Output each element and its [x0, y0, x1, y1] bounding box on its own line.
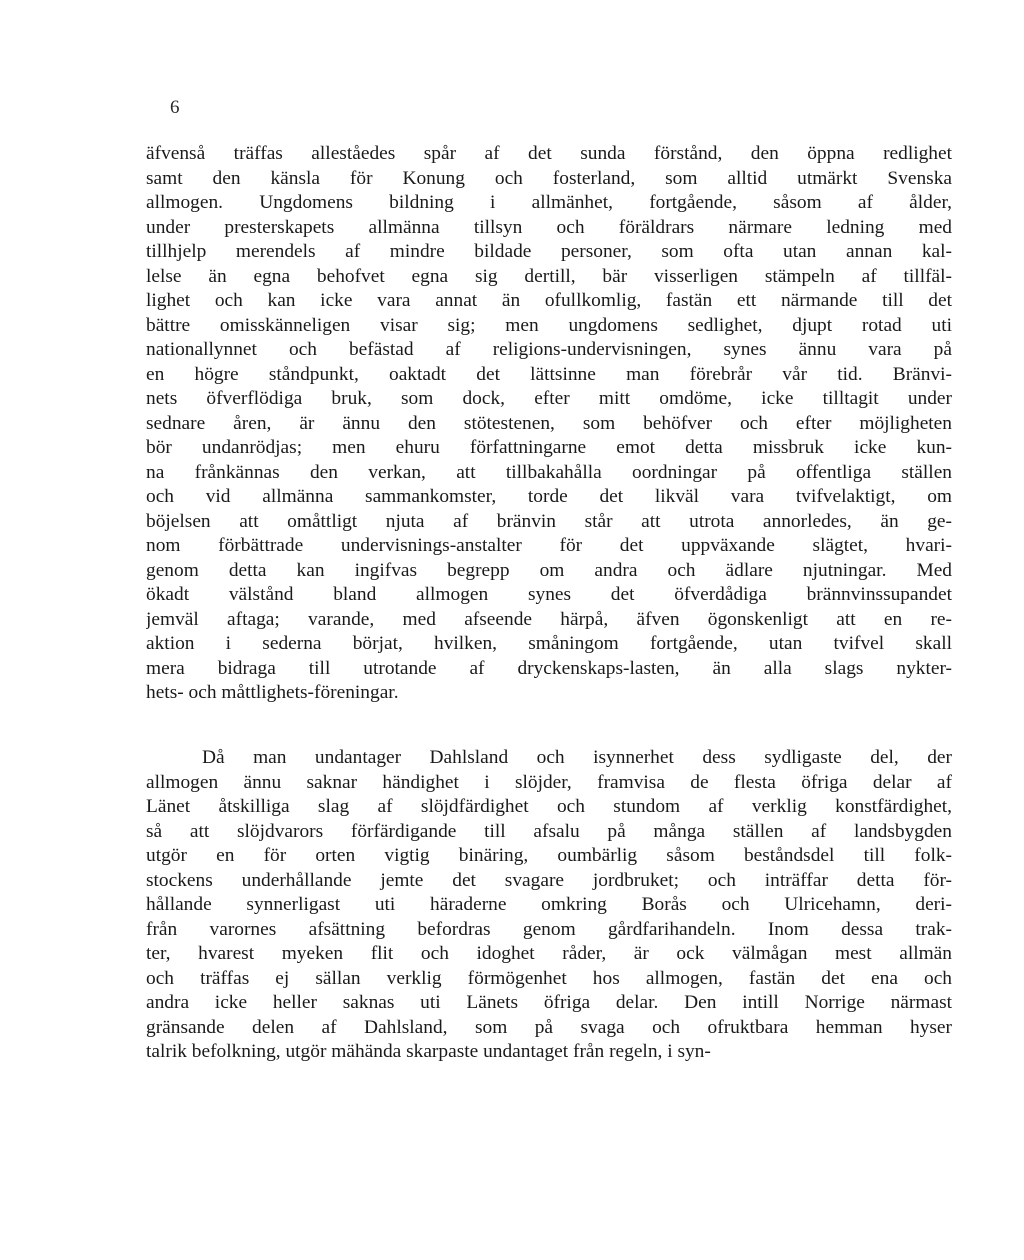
text-line: talrik befolkning, utgör mähända skarpaste undantaget från regeln, i syn- [146, 1041, 711, 1062]
text-line: från varornes afsättning befordras genom gårdfarihandeln. Inom dessa trak- [146, 918, 952, 940]
text-line: Då man undantager Dahlsland och isynnerhet dess sydligaste del, der [202, 747, 952, 768]
text-line: böjelsen att omåttligt njuta af bränvin står att utrota annorledes, än ge- [146, 510, 952, 532]
text-line: jemväl aftaga; varande, med afseende härpå, äfven ögonskenligt att en re- [146, 608, 952, 630]
text-line: genom detta kan ingifvas begrepp om andra och ädlare njutningar. Med [146, 559, 952, 581]
text-line: nom förbättrade undervisnings-anstalter för det uppväxande slägtet, hvari- [146, 535, 952, 556]
text-line: och träffas ej sällan verklig förmögenhet hos allmogen, fastän det ena och [146, 967, 952, 989]
text-line: ter, hvarest myeken flit och idoghet råder, är ock välmågan mest allmän [146, 943, 952, 964]
text-line: samt den känsla för Konung och fosterland, som alltid utmärkt Svenska [146, 167, 952, 189]
text-line: under presterskapets allmänna tillsyn och föräldrars närmare ledning med [146, 216, 952, 238]
text-line: stockens underhållande jemte det svagare jordbruket; och inträffar detta för- [146, 869, 952, 891]
text-line: lelse än egna behofvet egna sig dertill, bär visserligen stämpeln af tillfäl- [146, 265, 952, 287]
text-line: andra icke heller saknas uti Länets öfriga delar. Den intill Norrige närmast [146, 992, 952, 1013]
text-line: äfvenså träffas alleståedes spår af det sunda förstånd, den öppna redlighet [146, 143, 952, 164]
text-line: mera bidraga till utrotande af dryckenskaps-lasten, än alla slags nykter- [146, 657, 952, 679]
text-line: sednare åren, är ännu den stötestenen, som behöfver och efter möjligheten [146, 412, 952, 434]
text-line: hållande synnerligast uti häraderne omkring Borås och Ulricehamn, deri- [146, 894, 952, 915]
text-line: lighet och kan icke vara annat än ofullkomlig, fastän ett närmande till det [146, 290, 952, 311]
text-line: allmogen. Ungdomens bildning i allmänhet, fortgående, såsom af ålder, [146, 192, 952, 213]
text-line: utgör en för orten vigtig binäring, oumbärlig såsom beståndsdel till folk- [146, 845, 952, 866]
text-line: hets- och måttlighets-föreningar. [146, 682, 399, 703]
text-line: na frånkännas den verkan, att tillbakahålla oordningar på offentliga ställen [146, 461, 952, 483]
text-line: och vid allmänna sammankomster, torde det likväl vara tvifvelaktigt, om [146, 486, 952, 507]
paragraph-1 [146, 142, 952, 706]
text-line: tillhjelp merendels af mindre bildade personer, som ofta utan annan kal- [146, 241, 952, 262]
text-line: gränsande delen af Dahlsland, som på svaga och ofruktbara hemman hyser [146, 1016, 952, 1038]
text-line: nationallynnet och befästad af religions-undervisningen, synes ännu vara på [146, 339, 952, 360]
text-line: bör undanrödjas; men ehuru författningarne emot detta missbruk icke kun- [146, 437, 952, 458]
text-line: Länet åtskilliga slag af slöjdfärdighet och stundom af verklig konstfärdighet, [146, 796, 952, 817]
text-line: en högre ståndpunkt, oaktadt det lättsinne man förebrår vår tid. Bränvi- [146, 363, 952, 385]
text-line: allmogen ännu saknar händighet i slöjder, framvisa de flesta öfriga delar af [146, 771, 952, 793]
text-line: så att slöjdvarors förfärdigande till afsalu på många ställen af landsbygden [146, 820, 952, 842]
text-line: aktion i sederna börjat, hvilken, småningom fortgående, utan tvifvel skall [146, 633, 952, 654]
text-line: nets öfverflödiga bruk, som dock, efter mitt omdöme, icke tilltagit under [146, 388, 952, 409]
page-number: 6 [170, 97, 180, 118]
text-line: bättre omisskänneligen visar sig; men ungdomens sedlighet, djupt rotad uti [146, 314, 952, 336]
text-line: ökadt välstånd bland allmogen synes det öfverdådiga brännvinssupandet [146, 584, 952, 605]
paragraph-2 [146, 746, 952, 1065]
